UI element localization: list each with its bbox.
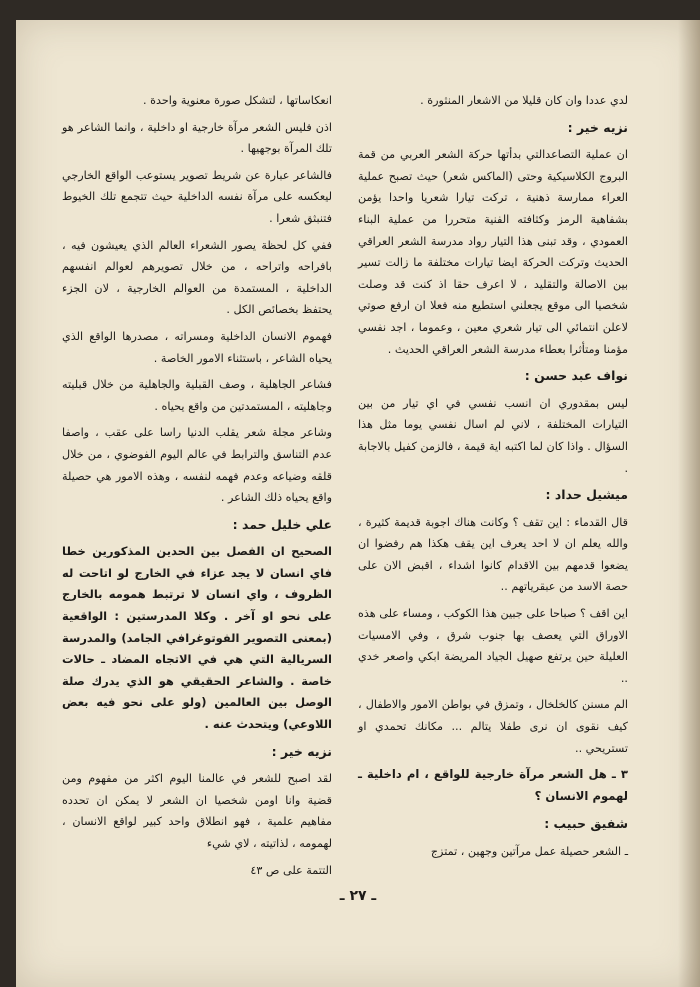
magazine-page [16,20,700,987]
paragraph: فهموم الانسان الداخلية ومسراته ، مصدرها الواقع الذي يحياه الشاعر ، باستثناء الامور الخاصة . [62,329,332,365]
speaker-heading: شفيق حبيب : [544,816,628,832]
bold-answer: الصحيح ان الفصل بين الحدين المذكورين خطا فاي انسان لا يجد عزاء في الخارج لو اتاحت له الظروف ، واي انسان لا ترتبط همومه بالخارج على نحو او آخر . وكلا المدرستين : الواقعية (بمعنى التصوير الفوتوغرافي الجامد) والمدرسة السريالية التي هي في الاتجاه المضاد ـ حالات خاصة . والشاعر الحقيقي هو الذي يدرك صلة الوصل بين العالمين (ولو على نحو فيه بعض اللاوعي) ويتحدث عنه . [62,544,332,732]
paragraph: الم مسنن كالخلخال ، وتمزق في بواطن الامور والاطفال ، كيف نقوى ان نرى طفلا يتالم ... مكانك تحمدي او تستريحي .. [358,698,628,755]
paragraph: قال القدماء : اين تقف ؟ وكانت هناك اجوبة قديمة كثيرة ، والله يعلم ان لا احد يعرف اين يقف هكذا هم رفضوا ان يضعوا قدمهم بين الاقدام كانوا اشداء ، اقبض الان على حصة الاسد من عبقرياتهم .. [358,515,628,594]
speaker-heading: علي خليل حمد : [232,516,332,532]
paragraph: ـ الشعر حصيلة عمل مرآتين وجهين ، تمتزج [430,845,628,858]
paragraph: ففي كل لحظة يصور الشعراء العالم الذي يعيشون فيه ، بافراحه واتراحه ، من خلال تصويرهم لعوالم انفسهم الداخلية ، المستمدة من العوالم الخارجية ، لان الجزء يحتفظ بخصائص الكل . [62,238,332,317]
paragraph: ليس بمقدوري ان انسب نفسي في اي تيار من بين التيارات المختلفة ، لاني لم اسال نفسي يوما مثل هذا السؤال . واذا كان لما اكتبه اية قيمة ، فالزمن كفيل بالاجابة . [358,396,628,475]
paragraph: فشاعر الجاهلية ، وصف القبلية والجاهلية من خلال قبليته وجاهليته ، المستمدتين من واقع يحياه . [62,378,332,413]
speaker-heading: نزيه خير : [271,743,332,759]
paragraph: اين اقف ؟ صباحا على جبين هذا الكوكب ، ومساء على هذه الاوراق التي يعصف بها جنوب شرق ، وفي الامسيات العليلة حين يرتفع صهيل الجياد المريضة ابكي واصعر خدي .. [358,607,628,685]
paragraph: لقد اصبح للشعر في عالمنا اليوم اكثر من مفهوم ومن قضية وانا اومن شخصيا ان الشعر لا يمكن ان تحدده مفاهيم علمية ، فهو انطلاق واحد كبير لواقع الانسان ، لهمومه ، لذاتيته ، لاي شيء [62,772,332,850]
speaker-heading: نواف عبد حسن : [524,368,628,384]
page-edge-shadow [678,20,700,987]
paragraph: انعكاساتها ، لتشكل صورة معنوية واحدة . [143,94,332,107]
paragraph: وشاعر مجلة شعر يقلب الدنيا راسا على عقب ، واصفا عدم التناسق والترابط في عالم اليوم الفوضوي ، من خلال قلقه وضياعه وعدم فهمه لنفسه ، وهذه الامور هي حصيلة واقع يحياه ذلك الشاعر . [62,426,332,505]
paragraph: اذن فليس الشعر مرآة خارجية او داخلية ، وانما الشاعر هو تلك المرآة بوجهيها . [62,120,332,156]
page-number: ـ ٢٧ ـ [339,888,377,904]
speaker-heading: ميشيل حداد : [545,487,628,503]
paragraph: لدي عددا وان كان قليلا من الاشعار المنثورة . [420,94,628,107]
interview-question: ٣ ـ هل الشعر مرآة خارجية للواقع ، ام داخلية ـ لهموم الانسان ؟ [358,767,628,803]
continuation-note: التتمة على ص ٤٣ [250,863,332,877]
speaker-heading: نزيه خير : [567,119,628,135]
paragraph: فالشاعر عبارة عن شريط تصوير يستوعب الواقع الخارجي ليعكسه على مرآة نفسه الداخلية حيث تتجمع تلك الخيوط فتنبثق شعرا . [62,168,332,225]
left-column [62,90,332,886]
paragraph: ان عملية التصاعدالتي بدأتها حركة الشعر العربي من قمة البروج الكلاسيكية وحتى (الماكس شعر) حيث تصبح عملية العراء ممارسة ذهنية ، تركت تيارا شعريا واحدا يؤمن بشفاهية الرمز وكثافته الفنية متحررا من عملية البناء العمودي ، وقد تبنى هذا التيار رواد مدرسة الشعر العراقي الحديث وتركت الحركة ايضا تيارات مختلفة ما زالت تسير بين الاصالة والتقليد ، لا اعرف حقا اذ كنت قد وصلت شخصيا الى موقع يجعلني استطيع منه فعلا ان ارفع صوتي لاعلن انتمائي الى تيار شعري معين ، وعموما ، اجد نفسي مؤمنا ومتأثرا بعطاء مدرسة الشعر العراقي الحديث . [358,148,628,356]
right-column [358,90,628,868]
